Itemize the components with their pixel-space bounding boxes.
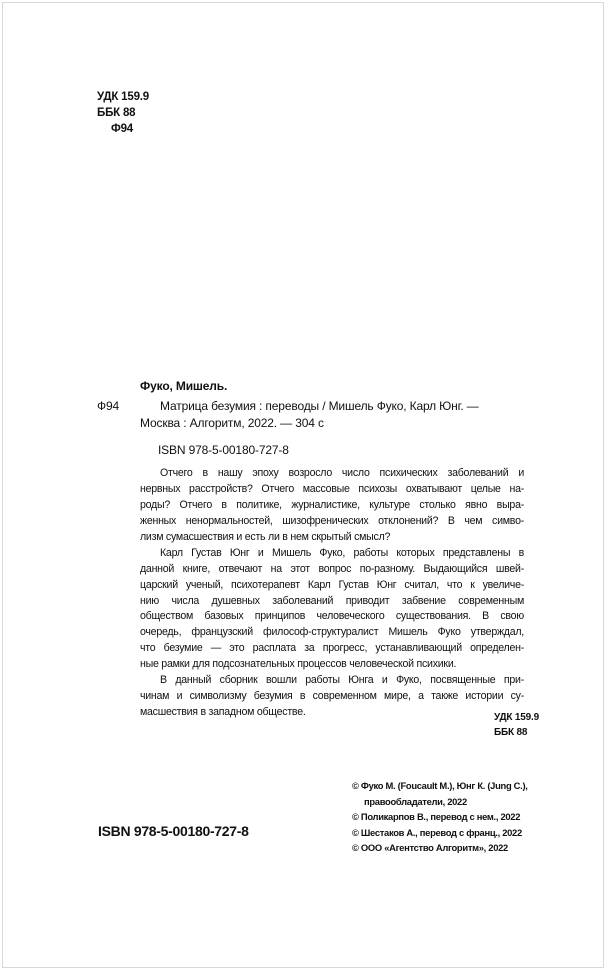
annotation-line: ные рамки для подсознательных процессов человеческой психики.: [140, 658, 457, 671]
annotation-line: Карл Густав Юнг и Мишель Фуко, работы которых представлены в: [160, 546, 524, 559]
annotation-line: нию числа душевных заболеваний приводит забвение современным: [140, 594, 524, 607]
annotation-line: нервных расстройств? Отчего массовые психозы охватывают целые на-: [140, 482, 524, 495]
annotation-line: очередь, французский философ-структуралист Мишель Фуко утверждал,: [140, 626, 524, 639]
annotation-line: чинам и символизму безумия в современном мире, а также истории су-: [140, 690, 524, 703]
annotation-line: женных ненормальностей, шизофренических отклонений? В чем симво-: [140, 514, 524, 527]
copyright-line: © Поликарпов В., перевод с нем., 2022: [352, 811, 521, 823]
copyright-block: [352, 778, 528, 856]
footer-udk: УДК 159.9: [494, 712, 539, 723]
annotation-line: лизм сумасшествия и есть ли в нем скрытый смысл?: [140, 530, 391, 543]
bbk-code: ББК 88: [97, 107, 136, 119]
entry-author: Фуко, Мишель.: [140, 379, 228, 393]
annotation-line: В данный сборник вошли работы Юнга и Фуко, посвященные при-: [160, 674, 524, 687]
annotation-line: Отчего в нашу эпоху возросло число психических заболеваний и: [160, 467, 524, 479]
annotation-line: обществом базовых принципов человеческого существования. В свою: [140, 610, 524, 623]
annotation-line: данной книге, отвечают на этот вопрос по-разному. Выдающийся швей-: [140, 562, 524, 575]
copyright-line: © Фуко М. (Foucault M.), Юнг К. (Jung C.),: [352, 780, 528, 791]
copyright-line: © Шестаков А., перевод с франц., 2022: [352, 826, 522, 838]
copyright-line: © ООО «Агентство Алгоритм», 2022: [352, 842, 508, 854]
isbn-bottom: ISBN 978-5-00180-727-8: [98, 823, 249, 839]
author-sign: Ф94: [111, 123, 134, 135]
entry-isbn: ISBN 978-5-00180-727-8: [158, 443, 289, 457]
copyright-line: правообладатели, 2022: [364, 795, 467, 807]
footer-bbk: ББК 88: [494, 727, 528, 738]
annotation-line: царский ученый, психотерапевт Карл Густав Юнг считал, что к увеличе-: [140, 578, 524, 591]
annotation: [140, 466, 524, 721]
annotation-line: что безумие — это расплата за прогресс, устанавливающий определен-: [140, 642, 524, 655]
entry-sign: Ф94: [97, 399, 120, 413]
annotation-line: роды? Отчего в политике, журналистике, культуре столько явно выра-: [140, 498, 524, 511]
entry-title-line1: Матрица безумия : переводы / Мишель Фуко, Карл Юнг. —: [160, 399, 479, 413]
entry-title-line2: Москва : Алгоритм, 2022. — 304 с: [140, 416, 324, 430]
annotation-line: масшествия в западном обществе.: [140, 706, 306, 719]
udk-code: УДК 159.9: [97, 91, 149, 103]
